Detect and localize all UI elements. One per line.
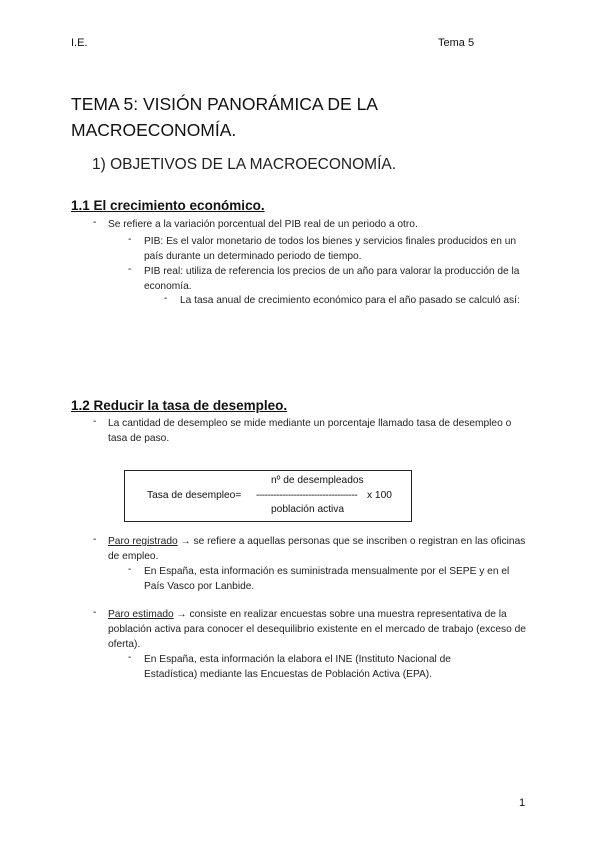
bullet-dash: - (93, 217, 97, 228)
bullet-dash: - (128, 564, 132, 575)
bullet-dash: - (93, 607, 97, 618)
page-number: 1 (519, 797, 526, 809)
header-left: I.E. (71, 37, 88, 49)
formula-denominator: población activa (271, 504, 345, 515)
estimated-unemployment-desc: → consiste en realizar encuestas sobre una muestra representativa de la población activa para conocer el desequilibrio existente en el mercado de trabajo (exceso de oferta). (108, 609, 526, 650)
growth-bullet-2: PIB: Es el valor monetario de todos los bienes y servicios finales producidos en un país durante un determinado periodo de tiempo. (144, 236, 517, 262)
registered-unemployment-text (108, 534, 528, 564)
formula-fraction-line: ----------------------------------- (256, 490, 358, 501)
section-heading-growth: 1.1 El crecimiento económico. (71, 198, 265, 213)
registered-unemployment-term: Paro registrado (108, 536, 178, 547)
bullet-dash: - (128, 652, 132, 663)
registered-unemployment-sub: En España, esta información es suministrada mensualmente por el SEPE y en el País Vasco por Lanbide. (144, 566, 510, 592)
bullet-dash: - (164, 293, 168, 304)
section-heading-unemployment: 1.2 Reducir la tasa de desempleo. (71, 398, 288, 413)
formula-factor: x 100 (367, 490, 392, 501)
estimated-unemployment-sub: En España, esta información la elabora el INE (Instituto Nacional de Estadística) mediante las Encuestas de Población Activa (EPA). (144, 654, 451, 680)
header-right: Tema 5 (438, 37, 475, 49)
formula-numerator: nº de desempleados (271, 475, 364, 486)
registered-unemployment-desc: → se refiere a aquellas personas que se inscriben o registran en las oficinas de empleo. (108, 536, 526, 562)
formula-lhs: Tasa de desempleo= (147, 490, 242, 501)
growth-bullet-1: Se refiere a la variación porcentual del PIB real de un periodo a otro. (108, 219, 418, 230)
estimated-unemployment-text (108, 607, 528, 652)
bullet-dash: - (93, 534, 97, 545)
growth-bullet-4: La tasa anual de crecimiento económico para el año pasado se calculó así: (180, 295, 520, 306)
bullet-dash: - (128, 264, 132, 275)
section-subtitle: 1) OBJETIVOS DE LA MACROECONOMÍA. (92, 156, 397, 173)
bullet-dash: - (93, 416, 97, 427)
estimated-unemployment-term: Paro estimado (108, 609, 174, 620)
formula-box (124, 470, 412, 522)
page-title: TEMA 5: VISIÓN PANORÁMICA DE LA MACROECONOMÍA. (71, 94, 378, 140)
bullet-dash: - (128, 234, 132, 245)
growth-bullet-3: PIB real: utiliza de referencia los precios de un año para valorar la producción de la economía. (144, 266, 520, 292)
unemployment-bullet-1: La cantidad de desempleo se mide mediante un porcentaje llamado tasa de desempleo o tasa de paso. (108, 418, 512, 444)
